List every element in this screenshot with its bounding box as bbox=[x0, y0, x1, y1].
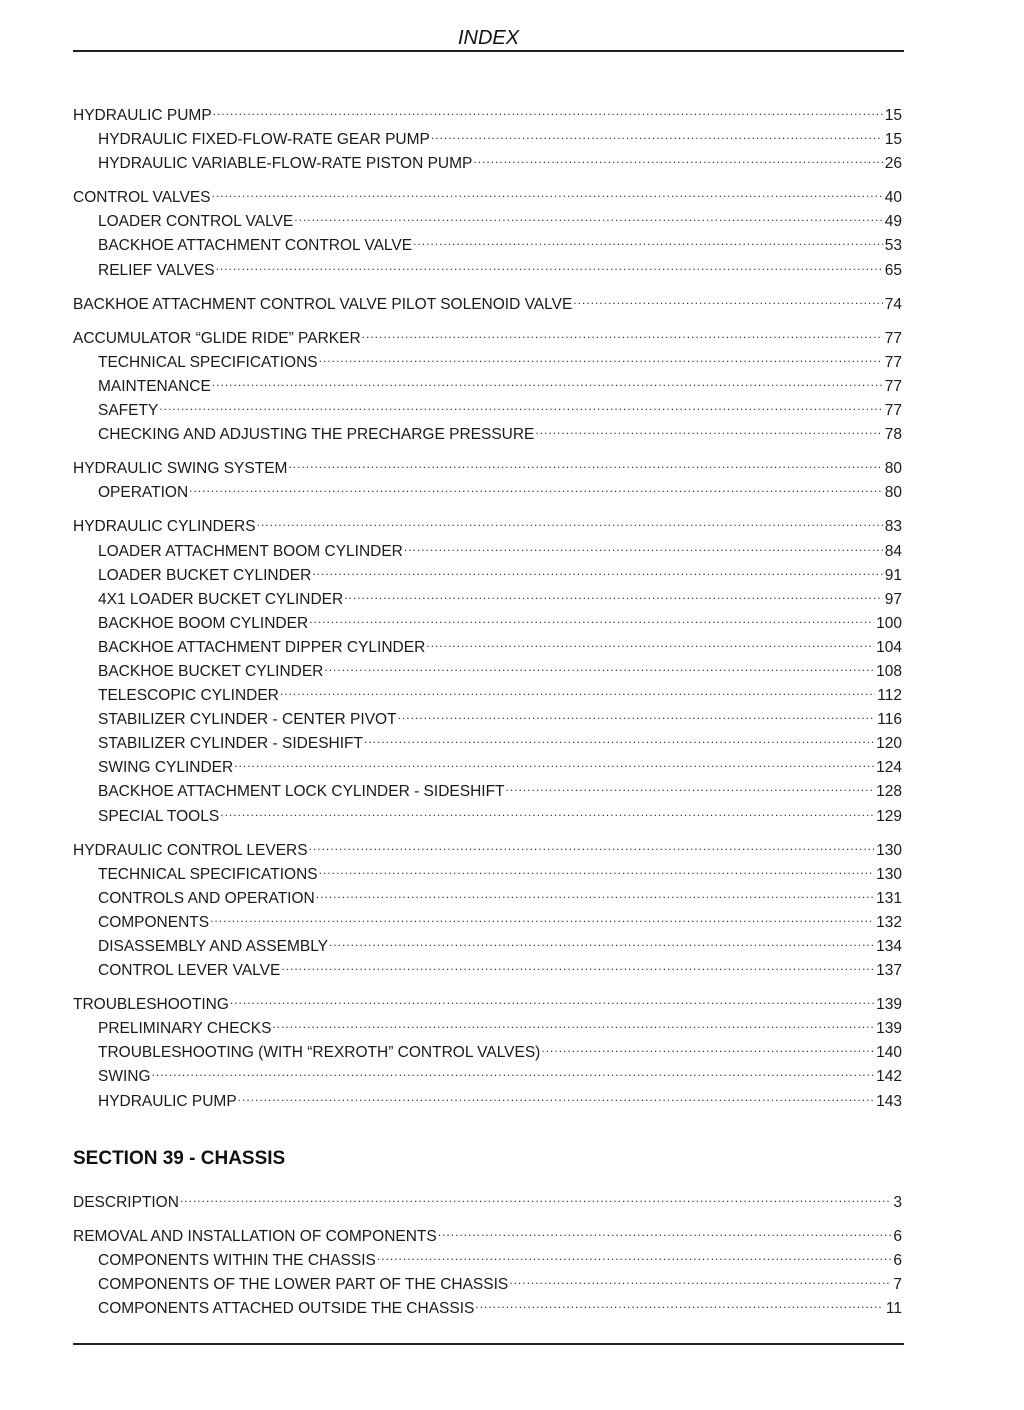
dot-leader bbox=[413, 226, 883, 250]
toc-entry-label: DISASSEMBLY AND ASSEMBLY bbox=[98, 938, 329, 955]
dot-leader bbox=[541, 1033, 874, 1057]
dot-leader bbox=[535, 415, 882, 439]
page-header bbox=[73, 26, 904, 52]
toc-entry-label: SAFETY bbox=[98, 402, 159, 420]
toc-entry-label: BACKHOE ATTACHMENT LOCK CYLINDER - SIDESHIFT bbox=[98, 783, 505, 801]
toc-page-number: 116 bbox=[877, 711, 902, 729]
dot-leader bbox=[324, 652, 874, 676]
dot-leader bbox=[475, 1289, 884, 1313]
dot-leader bbox=[362, 319, 883, 343]
dot-leader bbox=[288, 449, 882, 473]
toc-entry[interactable] bbox=[73, 319, 904, 347]
dot-leader bbox=[438, 1217, 892, 1241]
toc-subentry[interactable] bbox=[73, 1057, 904, 1086]
toc-page-number: 15 bbox=[884, 131, 902, 149]
toc-entry-label: HYDRAULIC VARIABLE-FLOW-RATE PISTON PUMP bbox=[98, 155, 473, 173]
toc-entry-label: COMPONENTS bbox=[98, 913, 210, 931]
toc-page-number: 65 bbox=[884, 261, 902, 279]
toc-entry[interactable] bbox=[73, 507, 904, 536]
toc-page-number: 130 bbox=[876, 841, 902, 859]
toc-page-number: 128 bbox=[876, 783, 902, 801]
toc-entry-label: CONTROL VALVES bbox=[73, 189, 211, 207]
toc-group bbox=[73, 96, 904, 173]
dot-leader bbox=[294, 202, 883, 226]
dot-leader bbox=[404, 532, 883, 556]
toc-group bbox=[73, 319, 904, 444]
toc-entry-label: TROUBLESHOOTING bbox=[73, 996, 229, 1014]
toc-entry-label: STABILIZER CYLINDER - SIDESHIFT bbox=[98, 735, 363, 753]
toc-entry-label: REMOVAL AND INSTALLATION OF COMPONENTS bbox=[73, 1228, 437, 1246]
toc-entry-label: BACKHOE ATTACHMENT DIPPER CYLINDER bbox=[98, 638, 426, 656]
toc-entry[interactable] bbox=[73, 449, 904, 478]
toc-entry[interactable] bbox=[73, 1183, 904, 1211]
toc-page-number: 6 bbox=[893, 1252, 902, 1270]
toc-entry-label: PRELIMINARY CHECKS bbox=[98, 1020, 272, 1038]
toc-entry-label: SPECIAL TOOLS bbox=[98, 807, 220, 825]
toc-entry[interactable] bbox=[73, 178, 904, 207]
dot-leader bbox=[272, 1009, 874, 1033]
dot-leader bbox=[159, 391, 882, 415]
toc-entry-label: BACKHOE BOOM CYLINDER bbox=[98, 614, 309, 632]
toc-page-number: 26 bbox=[884, 155, 902, 173]
toc-page-number: 6 bbox=[893, 1228, 902, 1246]
toc-entry-label: HYDRAULIC PUMP bbox=[73, 107, 212, 124]
toc-entry-label: TECHNICAL SPECIFICATIONS bbox=[98, 353, 318, 371]
toc-entry-label: CHECKING AND ADJUSTING THE PRECHARGE PRESSURE bbox=[98, 426, 535, 444]
toc-page-number: 91 bbox=[884, 566, 902, 584]
toc-page-number: 49 bbox=[884, 213, 902, 231]
toc-page-number: 112 bbox=[877, 687, 902, 705]
dot-leader bbox=[398, 700, 876, 724]
toc-page-number: 15 bbox=[884, 107, 902, 124]
toc-group bbox=[73, 285, 904, 313]
toc-page-number: 124 bbox=[876, 759, 902, 777]
dot-leader bbox=[509, 1265, 891, 1289]
dot-leader bbox=[152, 1057, 875, 1081]
dot-leader bbox=[319, 343, 883, 367]
table-of-contents bbox=[73, 96, 904, 1116]
toc-entry-label: COMPONENTS WITHIN THE CHASSIS bbox=[98, 1252, 376, 1270]
toc-page-number: 3 bbox=[893, 1194, 902, 1211]
toc-entry-label: HYDRAULIC CYLINDERS bbox=[73, 518, 256, 536]
toc-entry[interactable] bbox=[73, 985, 904, 1014]
toc-entry[interactable] bbox=[73, 96, 904, 124]
toc-page-number: 11 bbox=[885, 1300, 902, 1318]
toc-entry-label: LOADER BUCKET CYLINDER bbox=[98, 566, 312, 584]
dot-leader bbox=[329, 927, 874, 951]
dot-leader bbox=[230, 985, 874, 1009]
dot-leader bbox=[364, 724, 874, 748]
toc-page-number: 130 bbox=[876, 865, 902, 883]
dot-leader bbox=[280, 676, 875, 700]
toc-entry-label: LOADER CONTROL VALVE bbox=[98, 213, 294, 231]
toc-page-number: 139 bbox=[876, 996, 902, 1014]
toc-page-number: 83 bbox=[884, 518, 902, 536]
toc-entry-label: STABILIZER CYLINDER - CENTER PIVOT bbox=[98, 711, 397, 729]
toc-subentry[interactable] bbox=[73, 415, 904, 444]
toc-entry-label: BACKHOE ATTACHMENT CONTROL VALVE bbox=[98, 237, 413, 255]
toc-entry-label: TECHNICAL SPECIFICATIONS bbox=[98, 865, 318, 883]
toc-entry-label: CONTROL LEVER VALVE bbox=[98, 962, 281, 980]
dot-leader bbox=[312, 556, 882, 580]
dot-leader bbox=[216, 251, 883, 275]
dot-leader bbox=[309, 604, 874, 628]
toc-page-number: 120 bbox=[876, 735, 902, 753]
toc-group bbox=[73, 1217, 904, 1318]
toc-entry-label: MAINTENANCE bbox=[98, 377, 211, 395]
toc-page-number: 139 bbox=[876, 1020, 902, 1038]
toc-entry-label: CONTROLS AND OPERATION bbox=[98, 889, 315, 907]
toc-page-number: 100 bbox=[876, 614, 902, 632]
dot-leader bbox=[189, 473, 883, 497]
toc-group bbox=[73, 985, 904, 1110]
toc-entry-label: OPERATION bbox=[98, 484, 189, 502]
toc-group bbox=[73, 178, 904, 279]
dot-leader bbox=[210, 903, 874, 927]
toc-group bbox=[73, 1183, 904, 1211]
dot-leader bbox=[319, 855, 875, 879]
dot-leader bbox=[506, 772, 875, 796]
toc-page-number: 132 bbox=[876, 913, 902, 931]
toc-entry-label: LOADER ATTACHMENT BOOM CYLINDER bbox=[98, 542, 403, 560]
toc-entry-label: HYDRAULIC PUMP bbox=[98, 1092, 237, 1110]
toc-entry-label: HYDRAULIC SWING SYSTEM bbox=[73, 460, 288, 478]
toc-entry-label: 4X1 LOADER BUCKET CYLINDER bbox=[98, 590, 344, 608]
toc-entry-label: TELESCOPIC CYLINDER bbox=[98, 687, 279, 705]
toc-entry-label: COMPONENTS OF THE LOWER PART OF THE CHASSIS bbox=[98, 1276, 509, 1294]
toc-page-number: 77 bbox=[884, 377, 902, 395]
dot-leader bbox=[220, 797, 874, 821]
toc-page-number: 78 bbox=[884, 426, 902, 444]
dot-leader bbox=[473, 144, 882, 168]
toc-page-number: 134 bbox=[876, 938, 902, 955]
toc-page-number: 137 bbox=[876, 962, 902, 980]
toc-entry[interactable] bbox=[73, 1217, 904, 1246]
toc-page-number: 77 bbox=[884, 329, 902, 347]
dot-leader bbox=[431, 120, 883, 144]
dot-leader bbox=[213, 96, 883, 120]
dot-leader bbox=[573, 285, 882, 309]
toc-page-number: 140 bbox=[876, 1044, 902, 1062]
toc-entry-label: COMPONENTS ATTACHED OUTSIDE THE CHASSIS bbox=[98, 1300, 475, 1318]
page-title: INDEX bbox=[457, 27, 520, 49]
dot-leader bbox=[316, 879, 874, 903]
toc-entry-label: ACCUMULATOR “GLIDE RIDE” PARKER bbox=[73, 329, 361, 347]
dot-leader bbox=[344, 580, 883, 604]
toc-entry-label: BACKHOE BUCKET CYLINDER bbox=[98, 662, 324, 680]
toc-page-number: 84 bbox=[884, 542, 902, 560]
dot-leader bbox=[281, 951, 874, 975]
toc-page-number: 53 bbox=[884, 237, 902, 255]
page-footer-rule bbox=[73, 1343, 904, 1345]
toc-group bbox=[73, 449, 904, 502]
toc-entry-label: SWING CYLINDER bbox=[98, 759, 234, 777]
dot-leader bbox=[238, 1082, 874, 1106]
toc-page-number: 129 bbox=[876, 807, 902, 825]
dot-leader bbox=[212, 178, 883, 202]
toc-entry-label: HYDRAULIC FIXED-FLOW-RATE GEAR PUMP bbox=[98, 131, 430, 149]
toc-page-number: 77 bbox=[884, 353, 902, 371]
toc-subentry[interactable] bbox=[73, 473, 904, 502]
toc-entry-label: RELIEF VALVES bbox=[98, 261, 215, 279]
toc-page-number: 142 bbox=[876, 1068, 902, 1086]
dot-leader bbox=[180, 1183, 891, 1207]
toc-page-number: 7 bbox=[893, 1276, 902, 1294]
dot-leader bbox=[309, 831, 875, 855]
dot-leader bbox=[212, 367, 883, 391]
dot-leader bbox=[257, 507, 883, 531]
toc-page-number: 104 bbox=[876, 638, 902, 656]
toc-page-number: 80 bbox=[884, 460, 902, 478]
toc-subentry[interactable] bbox=[73, 391, 904, 420]
toc-page-number: 143 bbox=[876, 1092, 902, 1110]
toc-entry-label: DESCRIPTION bbox=[73, 1194, 179, 1211]
section-39-contents bbox=[73, 1183, 904, 1323]
toc-entry-label: TROUBLESHOOTING (WITH “REXROTH” CONTROL VALVES) bbox=[98, 1044, 541, 1062]
toc-page-number: 131 bbox=[876, 889, 902, 907]
toc-page-number: 108 bbox=[876, 662, 902, 680]
toc-group bbox=[73, 831, 904, 980]
toc-entry-label: HYDRAULIC CONTROL LEVERS bbox=[73, 841, 308, 859]
toc-entry-label: BACKHOE ATTACHMENT CONTROL VALVE PILOT SOLENOID VALVE bbox=[73, 295, 573, 313]
toc-page-number: 77 bbox=[884, 402, 902, 420]
toc-page-number: 80 bbox=[884, 484, 902, 502]
toc-page-number: 40 bbox=[884, 189, 902, 207]
toc-entry[interactable] bbox=[73, 831, 904, 859]
toc-group bbox=[73, 507, 904, 825]
toc-entry[interactable] bbox=[73, 285, 904, 313]
dot-leader bbox=[234, 748, 874, 772]
toc-subentry[interactable] bbox=[73, 1082, 904, 1110]
toc-page-number: 74 bbox=[884, 295, 902, 313]
dot-leader bbox=[377, 1241, 892, 1265]
section-heading: SECTION 39 - CHASSIS bbox=[73, 1148, 286, 1169]
toc-page-number: 97 bbox=[884, 590, 902, 608]
dot-leader bbox=[426, 628, 874, 652]
toc-entry-label: SWING bbox=[98, 1068, 151, 1086]
